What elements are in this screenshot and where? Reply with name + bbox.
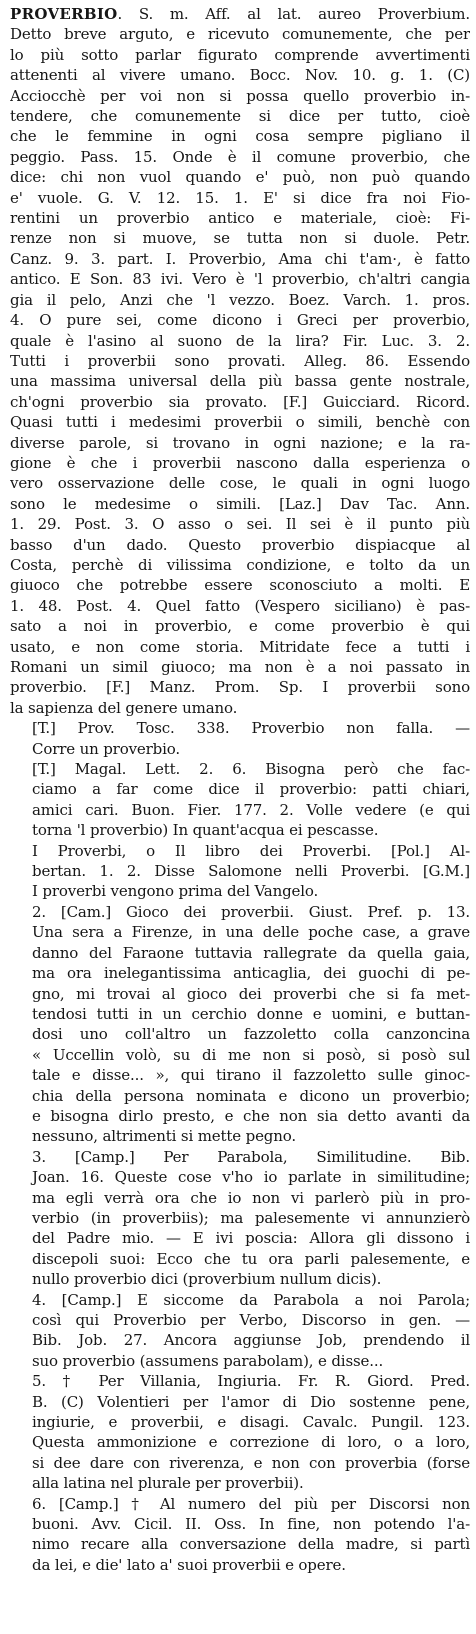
text-line: Costa, perchè di vilissima condizione, e tolto da un (10, 555, 470, 574)
text-line: tendere, che comunemente si dice per tutto, cioè (10, 107, 470, 126)
text-line: Una sera a Firenze, in una delle poche case, a grave (32, 923, 470, 942)
text-line: ch'ogni proverbio sia provato. [F.] Guicciard. Ricord. (10, 392, 470, 411)
text-line: 4. [Camp.] E siccome da Parabola a noi Parola; (32, 1290, 470, 1309)
text-line: la sapienza del genere umano. (10, 698, 238, 717)
text-line: 1. 29. Post. 3. O asso o sei. Il sei è il punto più (10, 515, 470, 534)
text-line: discepoli suoi: Ecco che tu ora parli palesemente, e (32, 1249, 470, 1268)
text-line: 6. [Camp.] † Al numero del più per Discorsi non (32, 1494, 470, 1513)
text-line: Joan. 16. Queste cose v'ho io parlate in similitudine; (32, 1168, 470, 1187)
text-line: proverbio. [F.] Manz. Prom. Sp. I proverbii sono (10, 678, 470, 697)
text-line: nimo recare alla conversazione della madre, si partì (32, 1535, 470, 1554)
entry-sense-8 (10, 1494, 470, 1576)
headword: PROVERBIO (10, 5, 118, 23)
entry-sense-6 (10, 1290, 470, 1372)
text-line: [T.] Prov. Tosc. 338. Proverbio non falla. — (32, 719, 470, 738)
text-line: gno, mi trovai al gioco dei proverbi che si fa met- (32, 984, 470, 1003)
text-line: verbio (in proverbiis); ma palesemente vi annunzierò (32, 1208, 470, 1227)
text-line: « Uccellin volò, su di me non si posò, si posò sul (32, 1045, 470, 1064)
text-line: I Proverbi, o Il libro dei Proverbi. [Pol.] Al- (32, 841, 470, 860)
text-line: torna 'l proverbio) In quant'acqua ei pescasse. (32, 821, 379, 840)
text-line: 5. † Per Villania, Ingiuria. Fr. R. Giord. Pred. (32, 1372, 470, 1391)
text-line: [T.] Magal. Lett. 2. 6. Bisogna però che fac- (32, 760, 470, 779)
text-line: che le femmine in ogni cosa sempre pigliano il (10, 127, 470, 146)
text-line: giuoco che potrebbe essere sconosciuto a molti. E (10, 576, 470, 595)
text-line: usato, e non come storia. Mitridate fece a tutti i (10, 637, 470, 656)
text-line: quale è l'asino al suono de la lira? Fir. Luc. 3. 2. (10, 331, 470, 350)
text-line: Romani un simil giuoco; ma non è a noi passato in (10, 658, 470, 676)
text-line: 1. 48. Post. 4. Quel fatto (Vespero siciliano) è pas- (10, 596, 470, 615)
text-line: 4. O pure sei, come dicono i Greci per proverbio, (10, 311, 470, 330)
entry-sense-4 (10, 902, 470, 1147)
text-line: dice: chi non vuol quando e' può, non può quando (10, 168, 470, 187)
text-line: ciamo a far come dice il proverbio: patti chiari, (32, 780, 470, 799)
text-line: del Padre mio. — E ivi poscia: Allora gli dissono i (32, 1229, 470, 1248)
text-line: B. (C) Volentieri per l'amor di Dio sostenne pene, (32, 1392, 470, 1411)
text-line: nullo proverbio dici (proverbium nullum dicis). (32, 1270, 382, 1289)
text-line: gia il pelo, Anzi che 'l vezzo. Boez. Varch. 1. pros. (10, 290, 470, 309)
text-line: peggio. Pass. 15. Onde è il comune proverbio, che (10, 147, 470, 166)
text-line: antico. E Son. 83 ivi. Vero è 'l proverbio, ch'altri cangia (10, 270, 470, 289)
text-line: Acciocchè per voi non si possa quello proverbio in- (10, 86, 470, 105)
entry-sense-3 (10, 841, 470, 902)
text-line: vero osservazione delle cose, le quali in ogni luogo (10, 474, 470, 493)
text-line: amici cari. Buon. Fier. 177. 2. Volle vedere (e qui (32, 800, 470, 819)
text-line: 3. [Camp.] Per Parabola, Similitudine. Bib. (32, 1147, 470, 1166)
text-line: ma egli verrà ora che io non vi parlerò più in pro- (32, 1188, 470, 1207)
entry-sense-1 (10, 718, 470, 759)
text-line: ingiurie, e proverbii, e disagi. Cavalc. Pungil. 123. (32, 1413, 470, 1432)
text-line: nessuno, altrimenti si mette pegno. (32, 1127, 297, 1146)
text-line: rentini un proverbio antico e materiale, cioè: Fi- (10, 209, 470, 228)
text-line: renze non si muove, se tutta non si duole. Petr. (10, 229, 470, 248)
text-line: Tutti i proverbii sono provati. Alleg. 86. Essendo (10, 351, 470, 370)
entry-sense-7 (10, 1371, 470, 1493)
text-line: da lei, e die' lato a' suoi proverbii e opere. (32, 1555, 346, 1574)
text-line: Canz. 9. 3. part. I. Proverbio, Ama chi t'am·, è fatto (10, 249, 470, 268)
text-line: attenenti al vivere umano. Bocc. Nov. 10. g. 1. (C) (10, 66, 470, 85)
text-line: buoni. Avv. Cicil. II. Oss. In fine, non potendo l'a- (32, 1515, 470, 1534)
text-line: tale e disse... », qui tirano il fazzoletto sulle ginoc- (32, 1066, 470, 1085)
text-line: una massima universal della più bassa gente nostrale, (10, 372, 470, 391)
text-line: chia della persona nominata e dicono un proverbio; (32, 1086, 470, 1105)
text-line: lo più sotto parlar figurato comprende avvertimenti (10, 45, 470, 64)
entry-sense-5 (10, 1147, 470, 1290)
text-line: Bib. Job. 27. Ancora aggiunse Job, prendendo il (32, 1331, 470, 1350)
text-line: così qui Proverbio per Verbo, Discorso in gen. — (32, 1311, 470, 1329)
text-line: Quasi tutti i medesimi proverbii o simili, benchè con (10, 413, 470, 432)
text-line: Corre un proverbio. (32, 739, 180, 758)
text-line: gione è che i proverbii nascono dalla esperienza o (10, 453, 470, 472)
entry-definition (10, 4, 470, 718)
text-line: Questa ammonizione e correzione di loro, o a loro, (32, 1433, 470, 1452)
text-line: alla latina nel plurale per proverbii). (32, 1474, 304, 1493)
text-line: e' vuole. G. V. 12. 15. 1. E' si dice fra noi Fio- (10, 188, 470, 207)
text-line: danno del Faraone tuttavia rallegrate da quella gaia, (32, 943, 470, 962)
text-line: sato a noi in proverbio, e come proverbio è qui (10, 617, 470, 636)
text-line: Detto breve arguto, e ricevuto comunemente, che per (10, 25, 470, 44)
text-line: dosi uno coll'altro un fazzoletto colla canzoncina (32, 1025, 470, 1044)
text-line: sono le medesime o simili. [Laz.] Dav Tac. Ann. (10, 494, 470, 513)
text-line: e bisogna dirlo presto, e che non sia detto avanti da (32, 1106, 470, 1125)
text-line: PROVERBIO. S. m. Aff. al lat. aureo Proverbium. (10, 5, 470, 23)
text-line: I proverbi vengono prima del Vangelo. (32, 882, 319, 901)
text-line: 2. [Cam.] Gioco dei proverbii. Giust. Pref. p. 13. (32, 902, 470, 921)
text-line: ma ora inelegantissima anticaglia, dei guochi di pe- (32, 964, 470, 983)
entry-sense-2 (10, 759, 470, 841)
text-line: bertan. 1. 2. Disse Salomone nelli Proverbi. [G.M.] (32, 862, 470, 881)
text-line: tendosi tutti in un cerchio donne e uomini, e buttan- (32, 1004, 470, 1023)
text-line: diverse parole, si trovano in ogni nazione; e la ra- (10, 433, 470, 452)
text-line: si dee dare con riverenza, e non con proverbia (forse (32, 1453, 470, 1472)
text-line: suo proverbio (assumens parabolam), e disse... (32, 1351, 384, 1370)
text-line: basso d'un dado. Questo proverbio dispiacque al (10, 535, 470, 554)
